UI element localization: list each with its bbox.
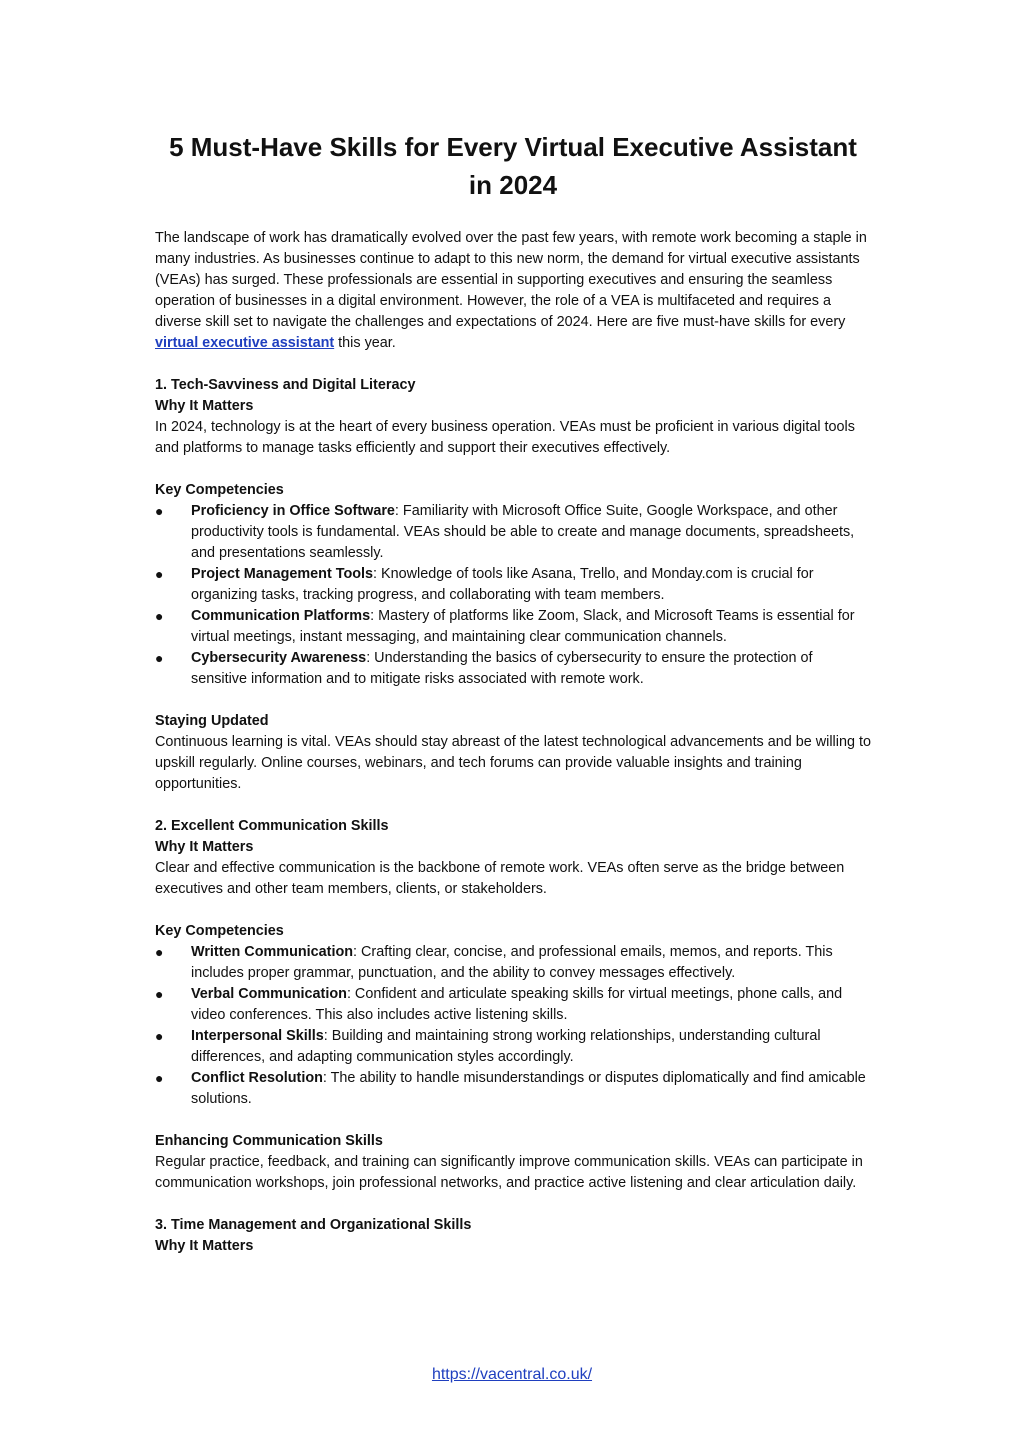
list-item	[155, 606, 871, 648]
virtual-executive-assistant-link[interactable]: virtual executive assistant	[155, 335, 335, 351]
competency-term: Proficiency in Office Software	[191, 503, 395, 519]
section-1-why-heading: Why It Matters	[155, 398, 254, 414]
bullet-icon: ●	[155, 986, 164, 1002]
competency-desc: : Knowledge of tools like Asana, Trello, and Monday.com is crucial for organizing tasks, tracking progress, and collaborating with team members.	[191, 566, 814, 603]
competency-desc: : Familiarity with Microsoft Office Suite, Google Workspace, and other productivity tools is fundamental. VEAs should be able to create and manage documents, spreadsheets, and presentations seamlessly.	[191, 503, 855, 561]
section-1-extra-text: Continuous learning is vital. VEAs should stay abreast of the latest technological advancements and be willing to upskill regularly. Online courses, webinars, and tech forums can provide valuable insights and training opportunities.	[155, 734, 871, 792]
section-2-competencies-heading: Key Competencies	[155, 923, 284, 939]
section-2-extra-heading: Enhancing Communication Skills	[155, 1133, 383, 1149]
section-3-heading: 3. Time Management and Organizational Skills	[155, 1217, 472, 1233]
section-2-competency-list	[155, 942, 871, 1110]
competency-term: Cybersecurity Awareness	[191, 650, 367, 666]
section-3-why-heading: Why It Matters	[155, 1238, 254, 1254]
list-item	[155, 564, 871, 606]
bullet-icon: ●	[155, 608, 164, 624]
list-item	[155, 501, 871, 564]
page-footer	[0, 1366, 1024, 1384]
list-item	[155, 1068, 871, 1110]
competency-term: Project Management Tools	[191, 566, 374, 582]
competency-term: Verbal Communication	[191, 986, 347, 1002]
list-item	[155, 942, 871, 984]
section-2-extra-text: Regular practice, feedback, and training can significantly improve communication skills. VEAs can participate in communication workshops, join professional networks, and practice active listening and clear articulation daily.	[155, 1154, 863, 1191]
intro-paragraph	[155, 228, 871, 354]
competency-desc: : Confident and articulate speaking skills for virtual meetings, phone calls, and video conferences. This also includes active listening skills.	[191, 986, 843, 1023]
competency-term: Written Communication	[191, 944, 354, 960]
bullet-icon: ●	[155, 1070, 164, 1086]
bullet-icon: ●	[155, 944, 164, 960]
footer-website-link[interactable]: https://vacentral.co.uk/	[431, 1366, 593, 1383]
list-item	[155, 1026, 871, 1068]
section-1-heading: 1. Tech-Savviness and Digital Literacy	[155, 377, 416, 393]
competency-term: Communication Platforms	[191, 608, 371, 624]
competency-desc: : Building and maintaining strong working relationships, understanding cultural differences, and adapting communication styles accordingly.	[191, 1028, 821, 1065]
page-title: 5 Must-Have Skills for Every Virtual Executive Assistant in 2024	[169, 132, 857, 200]
section-2-why-heading: Why It Matters	[155, 839, 254, 855]
competency-term: Conflict Resolution	[191, 1070, 323, 1086]
section-1-why-text: In 2024, technology is at the heart of every business operation. VEAs must be proficient in various digital tools and platforms to manage tasks efficiently and support their executives effectively.	[155, 419, 855, 456]
section-2-heading: 2. Excellent Communication Skills	[155, 818, 389, 834]
document-page	[155, 128, 871, 1257]
bullet-icon: ●	[155, 566, 164, 582]
bullet-icon: ●	[155, 650, 164, 666]
competency-desc: : Crafting clear, concise, and professional emails, memos, and reports. This includes proper grammar, punctuation, and the ability to convey messages effectively.	[191, 944, 833, 981]
section-2-why-text: Clear and effective communication is the backbone of remote work. VEAs often serve as the bridge between executives and other team members, clients, or stakeholders.	[155, 860, 845, 897]
list-item	[155, 648, 871, 690]
competency-term: Interpersonal Skills	[191, 1028, 324, 1044]
bullet-icon: ●	[155, 503, 164, 519]
list-item	[155, 984, 871, 1026]
section-1-competencies-heading: Key Competencies	[155, 482, 284, 498]
intro-text-before-link: The landscape of work has dramatically evolved over the past few years, with remote work becoming a staple in many industries. As businesses continue to adapt to this new norm, the demand for virtual executive assistants (VEAs) has surged. These professionals are essential in supporting executives and ensuring the seamless operation of businesses in a digital environment. However, the role of a VEA is multifaceted and requires a diverse skill set to navigate the challenges and expectations of 2024. Here are five must-have skills for every	[155, 230, 867, 330]
competency-desc: : The ability to handle misunderstandings or disputes diplomatically and find amicable solutions.	[191, 1070, 866, 1107]
intro-text-after-link: this year.	[334, 335, 396, 351]
section-1-extra-heading: Staying Updated	[155, 713, 269, 729]
bullet-icon: ●	[155, 1028, 164, 1044]
competency-desc: : Mastery of platforms like Zoom, Slack, and Microsoft Teams is essential for virtual meetings, instant messaging, and maintaining clear communication channels.	[191, 608, 855, 645]
competency-desc: : Understanding the basics of cybersecurity to ensure the protection of sensitive information and to mitigate risks associated with remote work.	[191, 650, 813, 687]
section-1-competency-list	[155, 501, 871, 690]
